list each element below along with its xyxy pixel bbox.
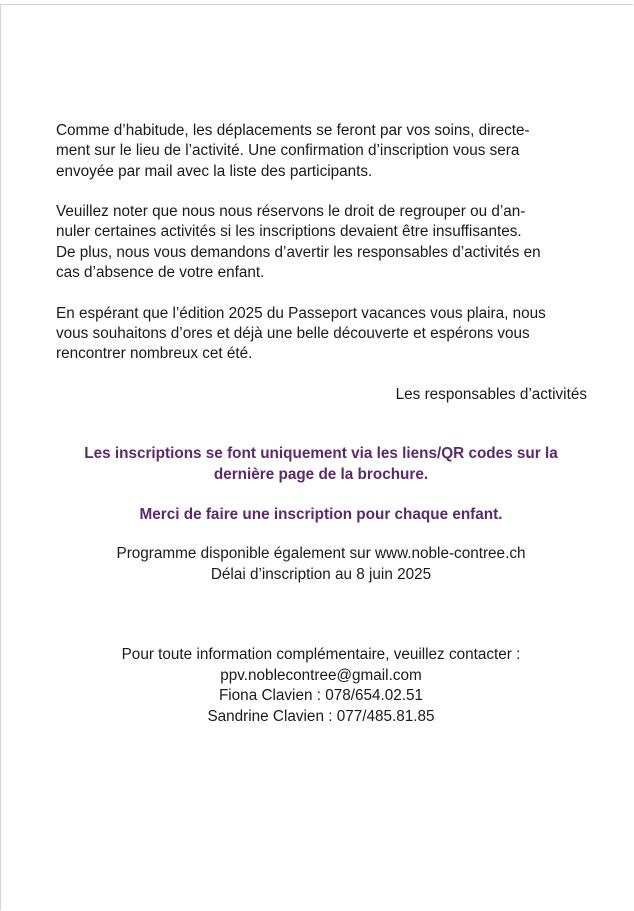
registration-notice <box>40 443 602 485</box>
paragraph-regroup <box>56 202 587 283</box>
text-line: envoyée par mail avec la liste des participants. <box>56 162 373 180</box>
text-line: nuler certaines activités si les inscriptions devaient être insuffisantes. <box>56 223 522 241</box>
notice-line: dernière page de la brochure. <box>213 466 429 483</box>
text-line: De plus, nous vous demandons d’avertir les responsables d’activités en <box>56 243 541 261</box>
text-line: En espérant que l’édition 2025 du Passeport vacances vous plaira, nous <box>56 304 546 322</box>
text-line: rencontrer nombreux cet été. <box>56 345 253 363</box>
contact-info <box>40 645 602 727</box>
notice-line: Les inscriptions se font uniquement via les liens/QR codes sur la <box>84 445 558 462</box>
one-per-child-notice <box>40 504 602 525</box>
text-line: ment sur le lieu de l’activité. Une confirmation d’inscription vous sera <box>56 142 520 160</box>
signature: Les responsables d’activités <box>395 385 587 403</box>
program-availability: Programme disponible également sur www.noble-contree.ch <box>116 545 526 562</box>
text-line: cas d’absence de votre enfant. <box>56 264 265 282</box>
text-line: vous souhaitons d’ores et déjà une belle découverte et espérons vous <box>56 324 530 342</box>
registration-deadline: Délai d’inscription au 8 juin 2025 <box>210 566 432 583</box>
contact-person: Sandrine Clavien : 077/485.81.85 <box>207 707 435 725</box>
text-line: Comme d’habitude, les déplacements se feront par vos soins, directe- <box>56 122 530 139</box>
contact-person: Fiona Clavien : 078/654.02.51 <box>218 687 424 704</box>
contact-email: ppv.noblecontree@gmail.com <box>220 666 422 684</box>
paragraph-travel <box>56 121 587 182</box>
notice-line: Merci de faire une inscription pour chaque enfant. <box>139 506 503 523</box>
paragraph-closing <box>56 304 587 365</box>
body-text <box>56 121 587 405</box>
text-line: Veuillez noter que nous nous réservons le droit de regrouper ou d’an- <box>56 203 526 221</box>
contact-intro: Pour toute information complémentaire, veuillez contacter : <box>121 646 521 663</box>
program-info <box>40 543 602 585</box>
